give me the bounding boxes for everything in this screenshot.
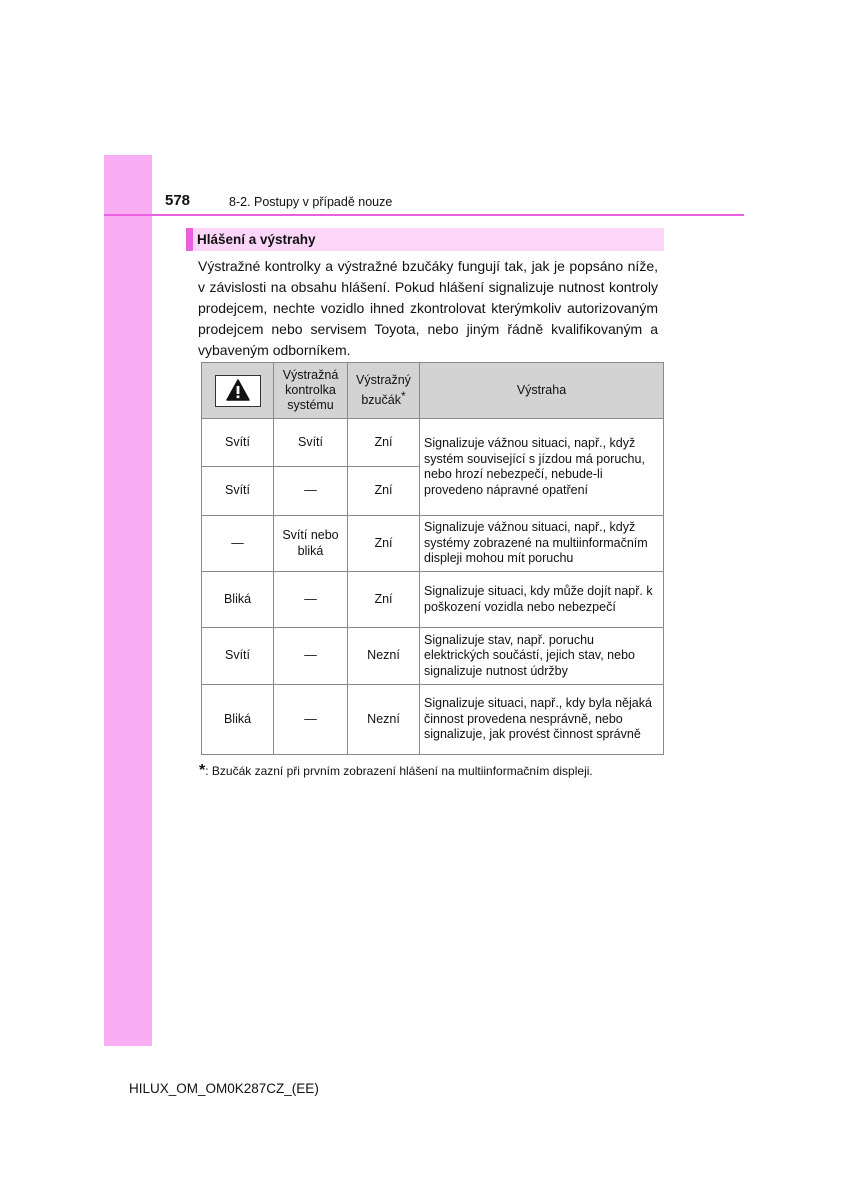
table-cell: Bliká <box>202 685 274 755</box>
table-row <box>202 685 664 755</box>
header-divider <box>104 214 744 216</box>
warning-triangle-icon <box>215 375 261 407</box>
header-lamp: Výstražná kontrolka systému <box>274 363 348 419</box>
table-cell-description: Signalizuje stav, např. poruchu elektrických součástí, jejich stav, nebo signalizuje nutnost údržby <box>420 628 664 685</box>
table-cell: — <box>274 572 348 628</box>
table-row <box>202 628 664 685</box>
side-tab-bar <box>104 155 152 1046</box>
intro-paragraph: Výstražné kontrolky a výstražné bzučáky fungují tak, jak je popsáno níže, v závislosti na obsahu hlášení. Pokud hlášení signalizuje nutnost kontroly prodejcem, nechte vozidlo ihned zkontrolovat kterýmkoliv autorizovaným prodejcem nebo servisem Toyota, nebo jiným řádně kvalifikovaným a vybaveným odborníkem. <box>198 258 658 358</box>
table-cell-description: Signalizuje situaci, kdy může dojít např. k poškození vozidla nebo nebezpečí <box>420 572 664 628</box>
header-warning: Výstraha <box>420 363 664 419</box>
table-cell: Svítí <box>274 419 348 467</box>
table-cell: — <box>274 685 348 755</box>
table-cell: Nezní <box>348 685 420 755</box>
table-header-row <box>202 363 664 419</box>
table-cell-description: Signalizuje situaci, např., kdy byla nějaká činnost provedena nesprávně, nebo signalizuje, jak provést činnost správně <box>420 685 664 755</box>
table-row <box>202 419 664 467</box>
section-title: Hlášení a výstrahy <box>197 232 316 247</box>
page-number: 578 <box>165 192 191 209</box>
table-row <box>202 516 664 572</box>
table-cell-description: Signalizuje vážnou situaci, např., když systémy zobrazené na multiinformačním displeji mohou mít poruchu <box>420 516 664 572</box>
table-cell: Zní <box>348 419 420 467</box>
chapter-title: 8-2. Postupy v případě nouze <box>229 195 393 209</box>
table-cell: Svítí nebo bliká <box>274 516 348 572</box>
header-buzzer-footnote-mark: * <box>400 388 406 403</box>
header-buzzer-label: Výstražný bzučák <box>356 372 411 408</box>
table-cell: Svítí <box>202 467 274 516</box>
warning-table <box>201 362 664 755</box>
table-cell: Bliká <box>202 572 274 628</box>
table-cell: Svítí <box>202 628 274 685</box>
table-cell: Zní <box>348 467 420 516</box>
table-cell: Zní <box>348 572 420 628</box>
table-cell: — <box>274 467 348 516</box>
section-heading <box>186 228 664 251</box>
table-cell: — <box>202 516 274 572</box>
table-cell: Nezní <box>348 628 420 685</box>
section-marker <box>186 228 193 251</box>
table-row <box>202 572 664 628</box>
table-cell: — <box>274 628 348 685</box>
footnote-mark: * <box>199 762 206 779</box>
footnote-text: : Bzučák zazní při prvním zobrazení hlášení na multiinformačním displeji. <box>205 764 593 778</box>
header-buzzer <box>348 363 420 419</box>
header-icon-cell <box>202 363 274 419</box>
table-cell: Svítí <box>202 419 274 467</box>
footnote <box>199 762 593 780</box>
table-cell-description: Signalizuje vážnou situaci, např., když systém související s jízdou má poruchu, nebo hrozí nebezpečí, nebude-li provedeno nápravné opatření <box>420 419 664 516</box>
table-cell: Zní <box>348 516 420 572</box>
document-code: HILUX_OM_OM0K287CZ_(EE) <box>129 1081 319 1096</box>
